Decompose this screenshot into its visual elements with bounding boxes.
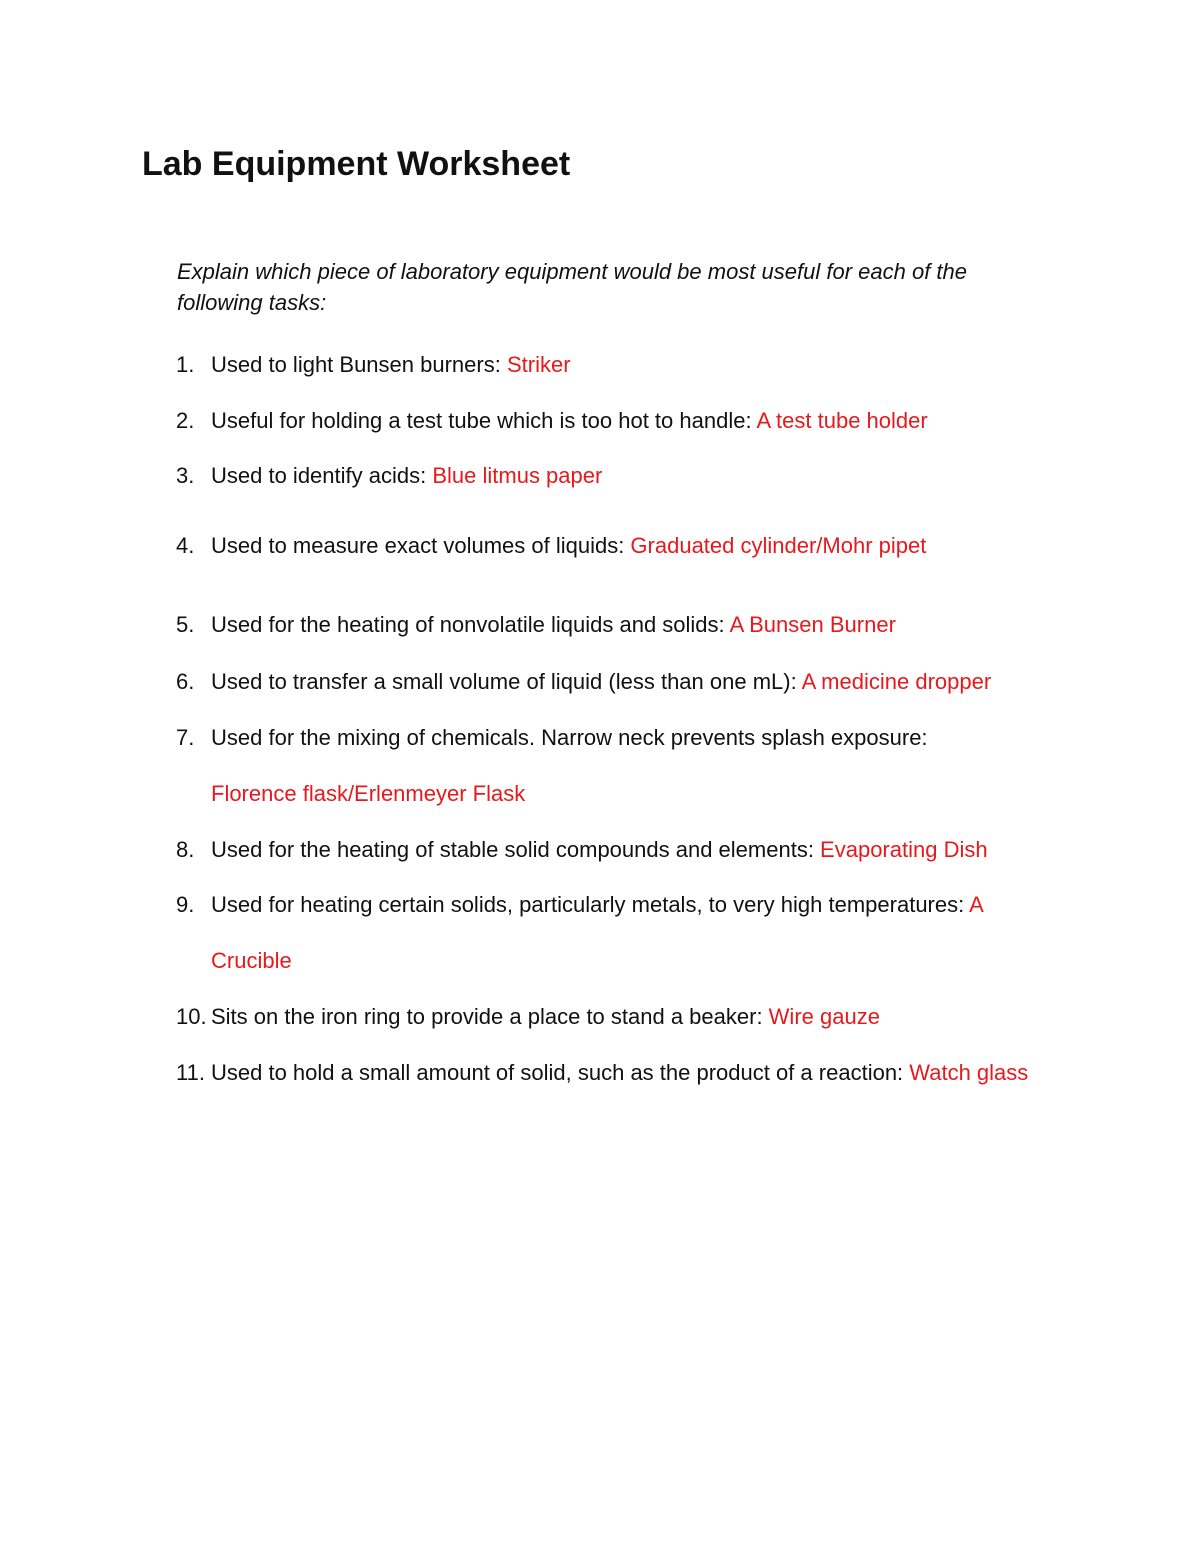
item-question: Used to hold a small amount of solid, such as the product of a reaction:	[211, 1060, 910, 1085]
item-number: 1.	[176, 352, 195, 377]
item-number: 10.	[176, 1004, 207, 1029]
item-question: Used for the heating of stable solid compounds and elements:	[211, 837, 821, 862]
item-answer: A Bunsen Burner	[729, 612, 896, 637]
item-question: Used to measure exact volumes of liquids:	[211, 533, 631, 558]
item-answer: Wire gauze	[768, 1004, 880, 1029]
item-number: 2.	[176, 408, 195, 433]
item-question: Used for the mixing of chemicals. Narrow neck prevents splash exposure:	[211, 725, 928, 750]
item-text	[211, 822, 1076, 878]
item-text	[211, 393, 1076, 449]
item-answer: A medicine dropper	[801, 669, 992, 694]
item-text	[211, 877, 1046, 989]
item-answer: A test tube holder	[756, 408, 928, 433]
item-text	[211, 710, 1011, 822]
item-text	[211, 989, 1076, 1045]
item-number: 8.	[176, 837, 195, 862]
item-question: Useful for holding a test tube which is too hot to handle:	[211, 408, 757, 433]
item-text	[211, 654, 1076, 710]
page-title: Lab Equipment Worksheet	[142, 145, 571, 183]
item-number: 11.	[176, 1060, 205, 1085]
instructions: Explain which piece of laboratory equipment would be most useful for each of the following tasks:	[177, 259, 968, 315]
item-answer: Evaporating Dish	[820, 837, 988, 862]
item-text	[211, 337, 1076, 393]
item-answer: Florence flask/Erlenmeyer Flask	[211, 781, 526, 806]
item-number: 9.	[176, 892, 195, 917]
item-answer: Watch glass	[909, 1060, 1029, 1085]
item-text	[211, 448, 1076, 504]
item-answer: Striker	[506, 352, 571, 377]
item-question: Used for the heating of nonvolatile liquids and solids:	[211, 612, 730, 637]
item-number: 6.	[176, 669, 195, 694]
item-text	[211, 518, 1076, 574]
item-question: Used for heating certain solids, particularly metals, to very high temperatures:	[211, 892, 970, 917]
item-number: 3.	[176, 463, 195, 488]
item-question: Sits on the iron ring to provide a place to stand a beaker:	[211, 1004, 769, 1029]
item-question: Used to transfer a small volume of liquid (less than one mL):	[211, 669, 802, 694]
item-text	[211, 597, 1076, 653]
item-answer: Blue litmus paper	[432, 463, 603, 488]
item-number: 7.	[176, 725, 195, 750]
item-question: Used to light Bunsen burners:	[211, 352, 507, 377]
item-text	[211, 1045, 1031, 1101]
item-answer: A Crucible	[211, 892, 983, 973]
item-number: 5.	[176, 612, 195, 637]
item-answer: Graduated cylinder/Mohr pipet	[630, 533, 927, 558]
item-number: 4.	[176, 533, 195, 558]
item-question: Used to identify acids:	[211, 463, 433, 488]
